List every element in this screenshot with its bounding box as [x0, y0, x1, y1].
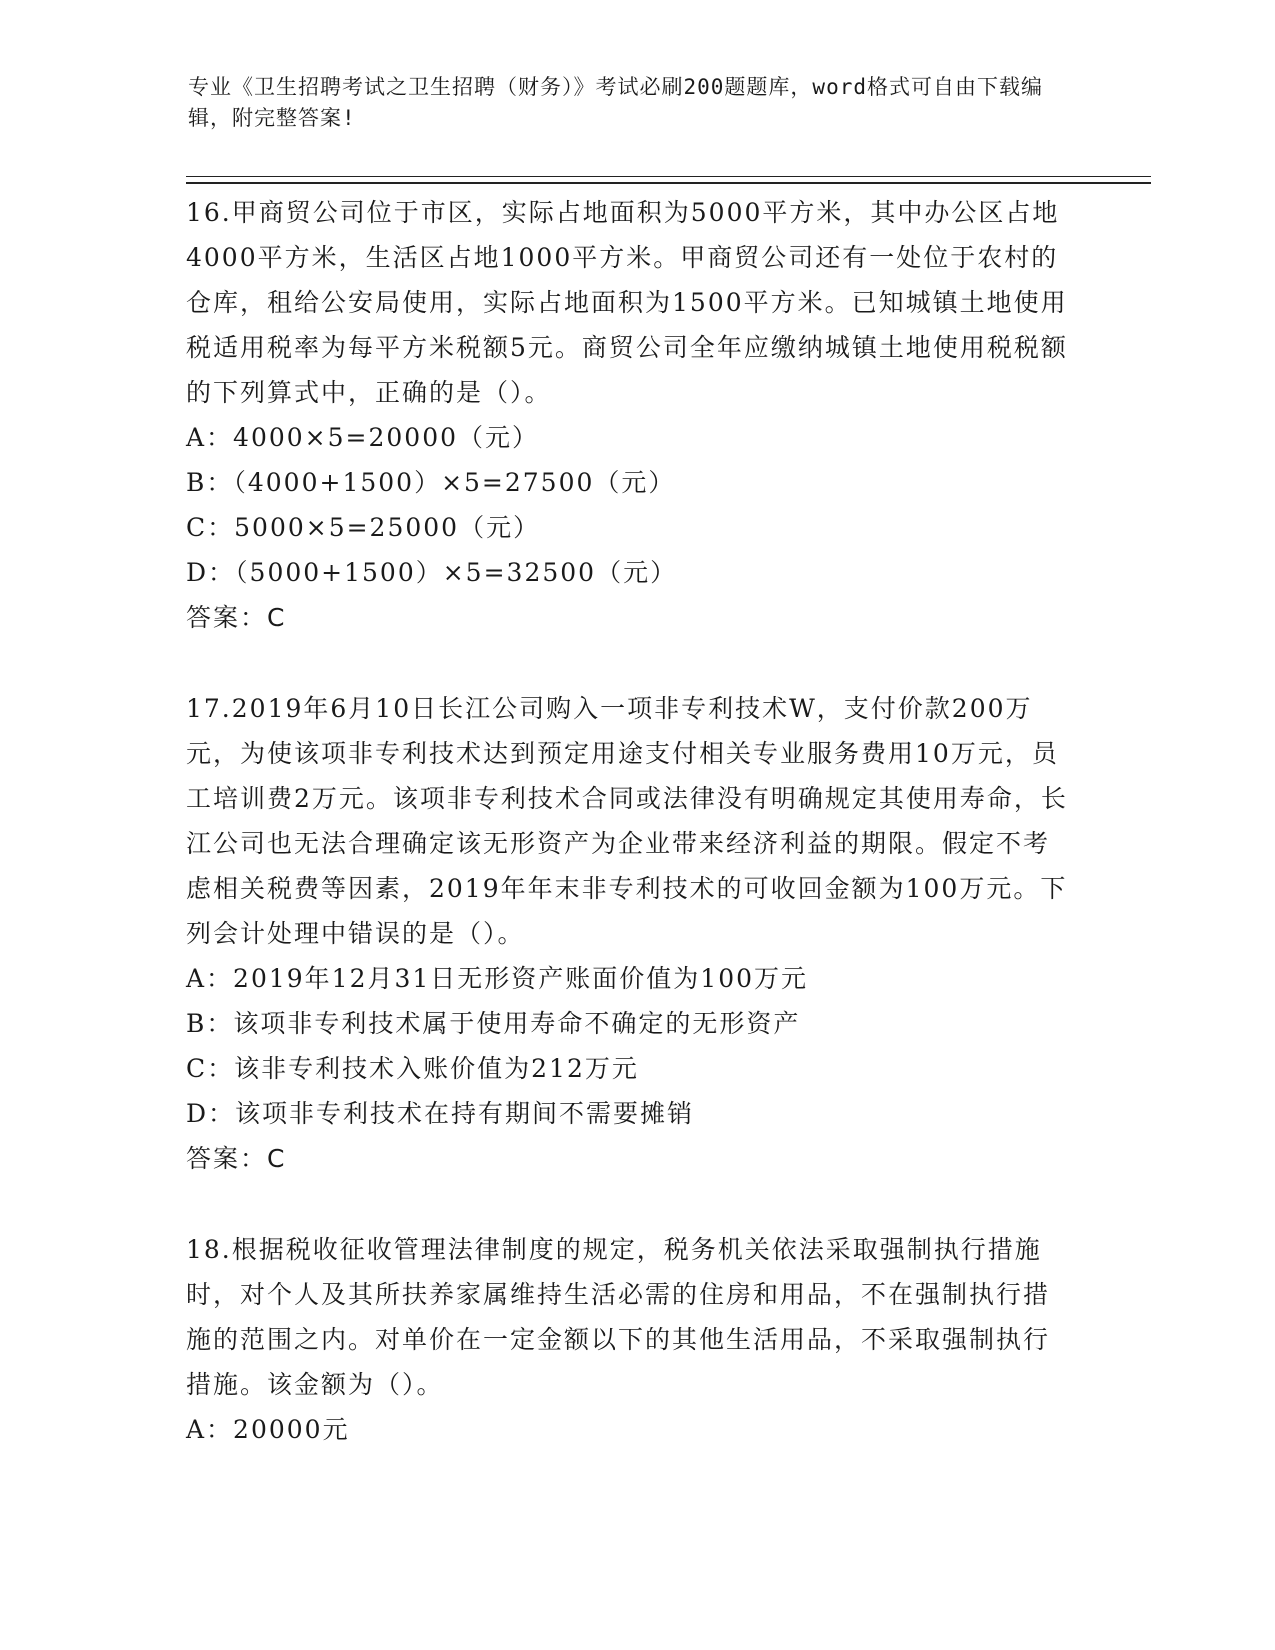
question-stem: 17.2019年6月10日长江公司购入一项非专利技术W，支付价款200万元，为使该项非专利技术达到预定用途支付相关专业服务费用10万元，员工培训费2万元。该项非专利技术合同或法律没有明确规定其使用寿命，长江公司也无法合理确定该无形资产为企业带来经济利益的期限。假定不考虑相关税费等因素，2019年年末非专利技术的可收回金额为100万元。下列会计处理中错误的是（）。 [186, 694, 1068, 948]
option-a: A：4000×5=20000（元） [186, 423, 540, 452]
question-17 [186, 686, 1076, 1181]
option-c: C：5000×5=25000（元） [186, 513, 541, 542]
question-18 [186, 1227, 1076, 1452]
question-16 [186, 190, 1076, 640]
option-b: B：该项非专利技术属于使用寿命不确定的无形资产 [186, 1009, 801, 1038]
question-stem: 16.甲商贸公司位于市区，实际占地面积为5000平方米，其中办公区占地4000平方米，生活区占地1000平方米。甲商贸公司还有一处位于农村的仓库，租给公安局使用，实际占地面积为1500平方米。已知城镇土地使用税适用税率为每平方米税额5元。商贸公司全年应缴纳城镇土地使用税税额的下列算式中，正确的是（）。 [186, 198, 1068, 407]
option-c: C：该非专利技术入账价值为212万元 [186, 1054, 639, 1083]
question-stem: 18.根据税收征收管理法律制度的规定，税务机关依法采取强制执行措施时，对个人及其所扶养家属维持生活必需的住房和用品，不在强制执行措施的范围之内。对单价在一定金额以下的其他生活用品，不采取强制执行措施。该金额为（）。 [186, 1235, 1051, 1399]
option-d: D：该项非专利技术在持有期间不需要摊销 [186, 1099, 695, 1128]
option-a: A：2019年12月31日无形资产账面价值为100万元 [186, 964, 809, 993]
answer-line: 答案：C [186, 1144, 287, 1173]
question-list [186, 190, 1076, 1498]
option-b: B：（4000+1500）×5=27500（元） [186, 468, 676, 497]
header-divider [186, 176, 1151, 184]
answer-line: 答案：C [186, 603, 287, 632]
page-header: 专业《卫生招聘考试之卫生招聘（财务）》考试必刷200题题库，word格式可自由下载编辑，附完整答案! [188, 75, 1043, 130]
option-a: A：20000元 [186, 1415, 350, 1444]
option-d: D：（5000+1500）×5=32500（元） [186, 558, 678, 587]
